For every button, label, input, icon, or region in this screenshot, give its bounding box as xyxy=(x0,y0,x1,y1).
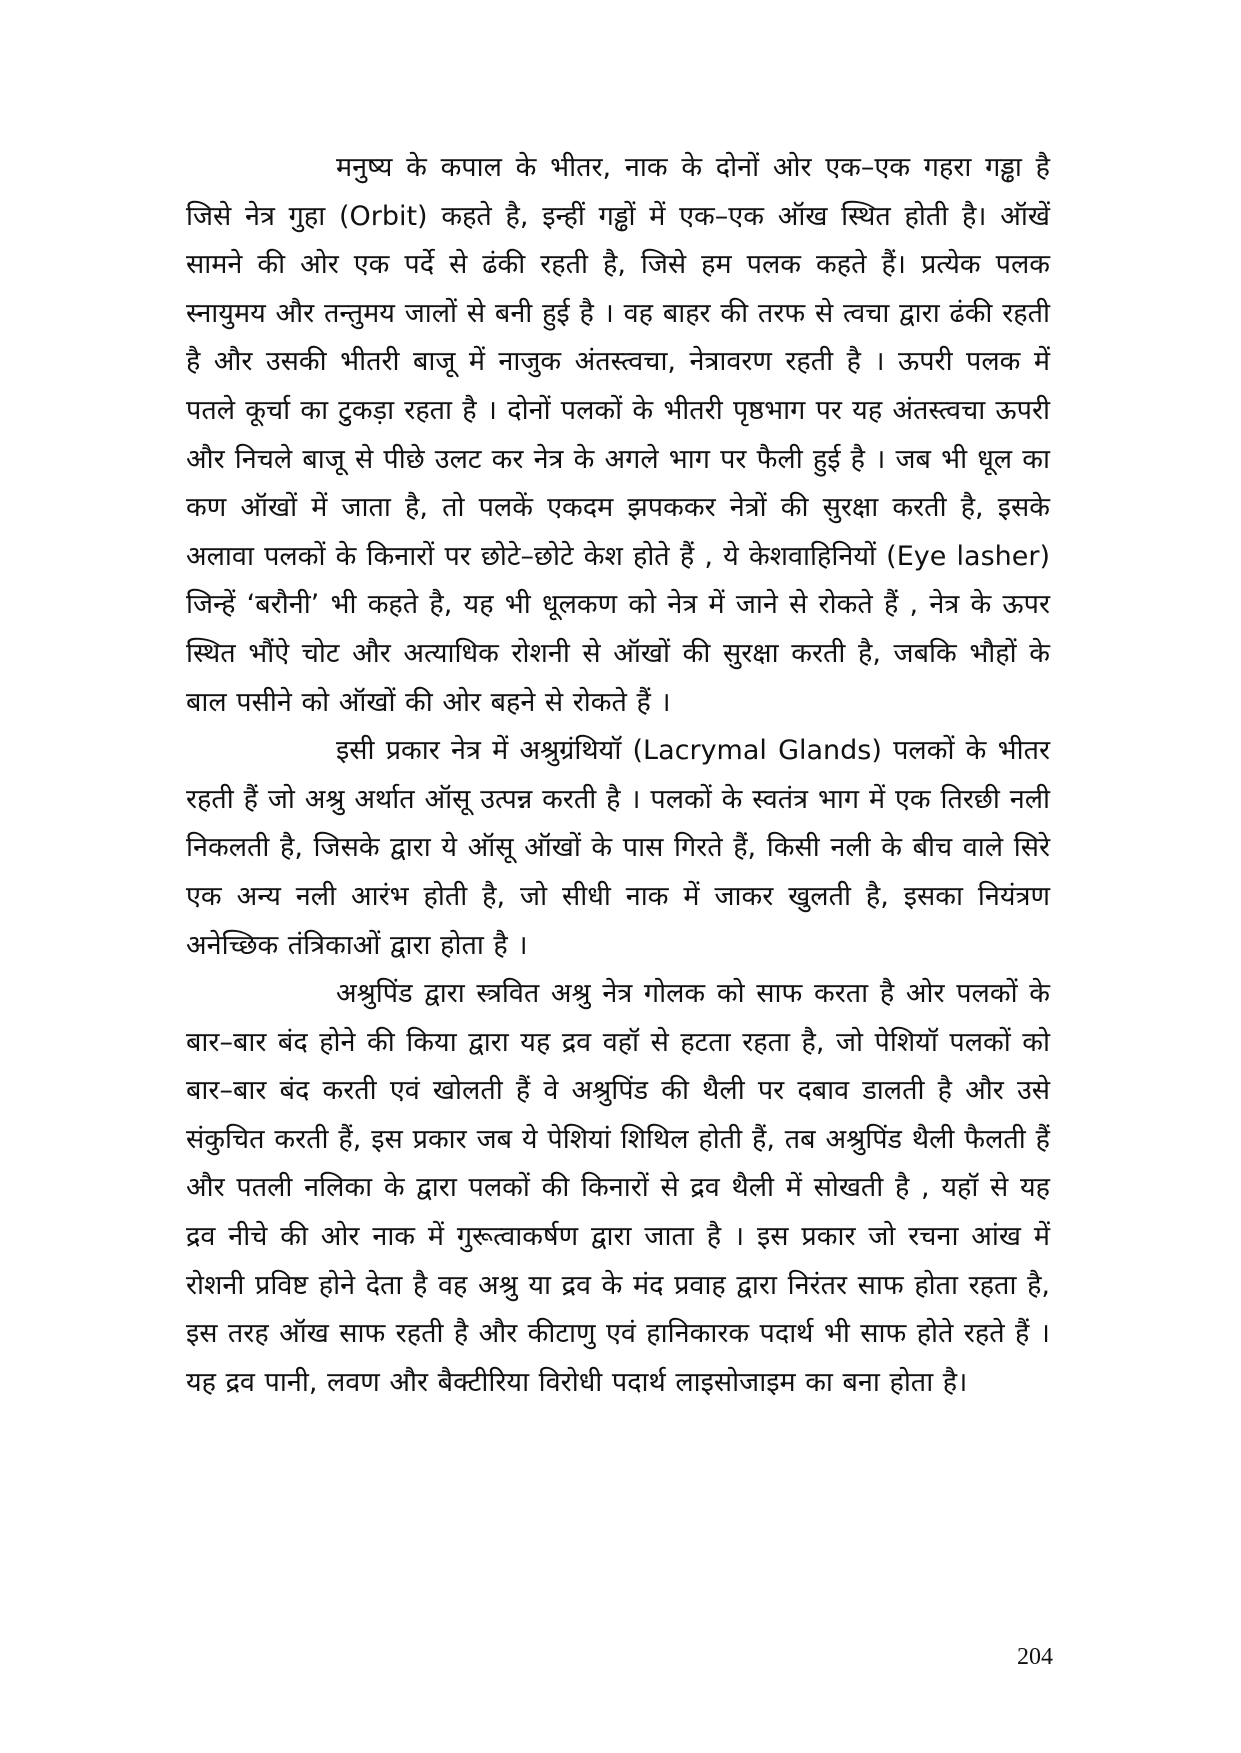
paragraph-2: इसी प्रकार नेत्र में अश्रुग्रंथियॉ (Lacrymal Glands) पलकों के भीतर रहती हैं जो अश्रु अर्थात ऑसू उत्पन्न करती है । पलकों के स्वतंत्र भाग में एक तिरछी नली निकलती है, जिसके द्वारा ये ऑसू ऑखों के पास गिरते हैं, किसी नली के बीच वाले सिरे एक अन्य नली आरंभ होती है, जो सीधी नाक में जाकर खुलती है, इसका नियंत्रण अनेच्छिक तंत्रिकाओं द्वारा होता है । xyxy=(186,735,1050,961)
paragraph-1: मनुष्य के कपाल के भीतर, नाक के दोनों ओर एक–एक गहरा गड्ढा है जिसे नेत्र गुहा (Orbit) कहते है, इन्हीं गड्ढों में एक–एक ऑख स्थित होती है। ऑखें सामने की ओर एक पर्दे से ढंकी रहती है, जिसे हम पलक कहते हैं। प्रत्येक पलक स्नायुमय और तन्तुमय जालों से बनी हुई है । वह बाहर की तरफ से त्वचा द्वारा ढंकी रहती है और उसकी भीतरी बाजू में नाजुक अंतस्त्वचा, नेत्रावरण रहती है । ऊपरी पलक में पतले कूर्चा का टुकड़ा रहता है । दोनों पलकों के भीतरी पृष्ठभाग पर यह अंतस्त्वचा ऊपरी और निचले बाजू से पीछे उलट कर नेत्र के अगले भाग पर फैली हुई है । जब भी धूल का कण ऑखों में जाता है, तो पलकें एकदम झपककर नेत्रों की सुरक्षा करती है, इसके अलावा पलकों के किनारों पर छोटे–छोटे केश होते हैं , ये केशवाहिनियों (Eye lasher) जिन्हें ‘बरौनी’ भी कहते है, यह भी धूलकण को नेत्र में जाने से रोकते हैं , नेत्र के ऊपर स्थित भौंऐ चोट और अत्याधिक रोशनी से ऑखों की सुरक्षा करती है, जबकि भौहों के बाल पसीने को ऑखों की ओर बहने से रोकते हैं । xyxy=(186,152,1050,718)
paragraph-3: अश्रुपिंड द्वारा स्त्रवित अश्रु नेत्र गोलक को साफ करता है ओर पलकों के बार–बार बंद होने की किया द्वारा यह द्रव वहॉ से हटता रहता है, जो पेशियॉ पलकों को बार–बार बंद करती एवं खोलती हैं वे अश्रुपिंड की थैली पर दबाव डालती है और उसे संकुचित करती हैं, इस प्रकार जब ये पेशियां शिथिल होती हैं, तब अश्रुपिंड थैली फैलती हैं और पतली नलिका के द्वारा पलकों की किनारों से द्रव थैली में सोखती है , यहॉ से यह द्रव नीचे की ओर नाक में गुरूत्वाकर्षण द्वारा जाता है । इस प्रकार जो रचना आंख में रोशनी प्रविष्ट होने देता है वह अश्रु या द्रव के मंद प्रवाह द्वारा निरंतर साफ होता रहता है, इस तरह ऑख साफ रहती है और कीटाणु एवं हानिकारक पदार्थ भी साफ होते रहते हैं । यह द्रव पानी, लवण और बैक्टीरिया विरोधी पदार्थ लाइसोजाइम का बना होता है। xyxy=(186,978,1050,1398)
body-text xyxy=(186,144,1050,1407)
page-number: 204 xyxy=(1017,1644,1053,1670)
